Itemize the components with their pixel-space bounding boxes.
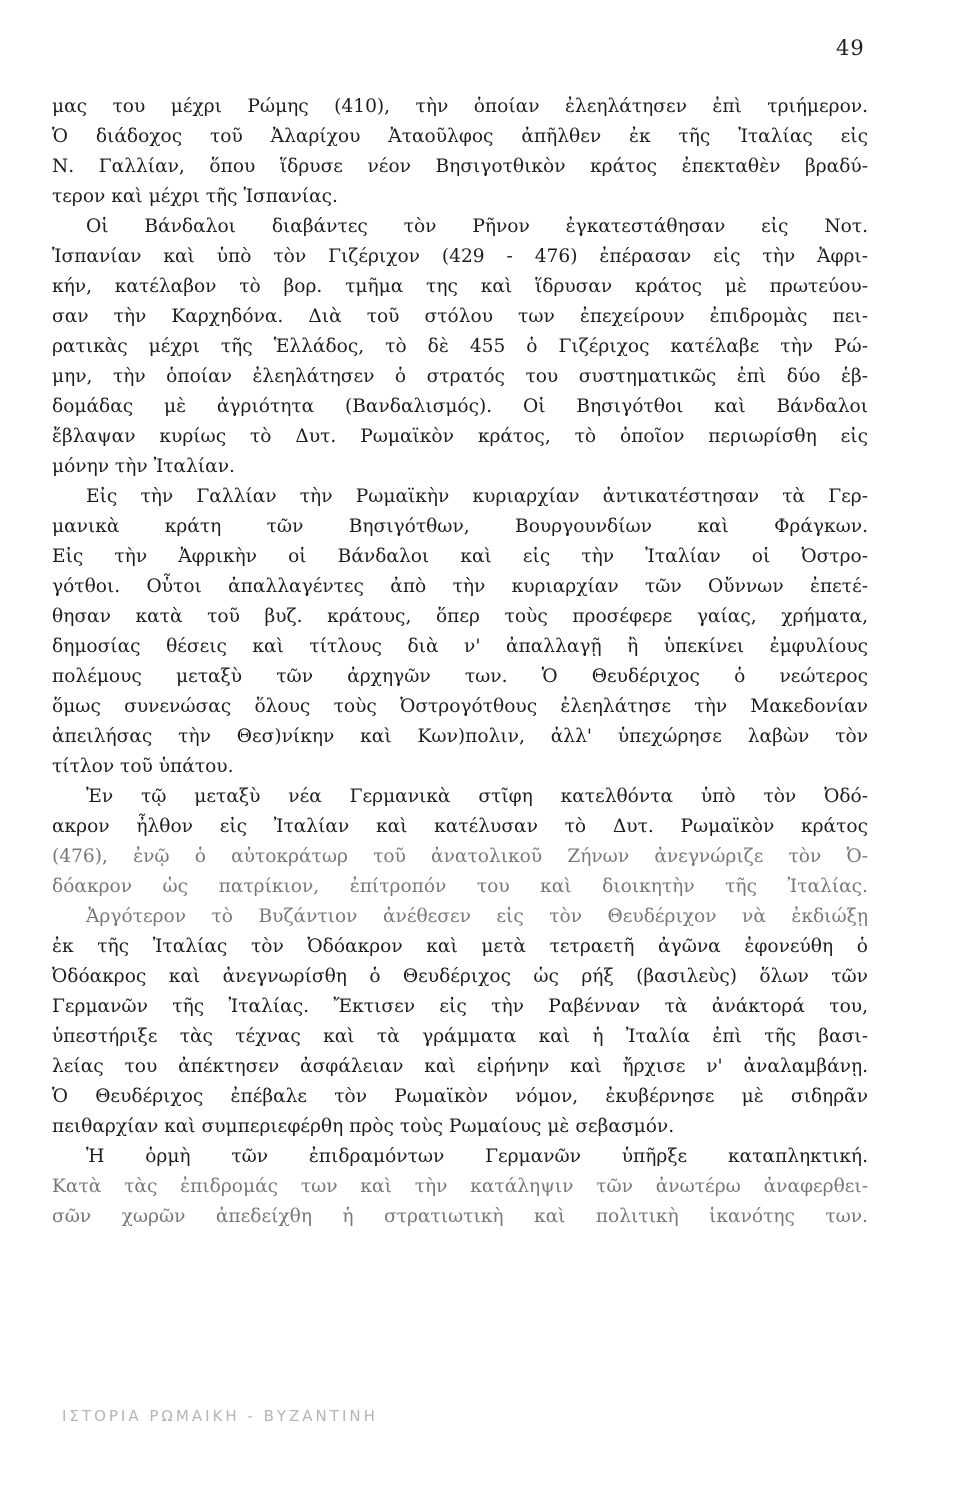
text-line: δημοσίας θέσεις καὶ τίτλους διὰ ν' ἀπαλλαγῇ ἢ ὑπεκίνει ἐμφυλίους bbox=[52, 636, 868, 657]
text-line: Κατὰ τὰς ἐπιδρομάς των καὶ τὴν κατάληψιν τῶν ἀνωτέρω ἀναφερθει- bbox=[52, 1176, 868, 1197]
text-line: θησαν κατὰ τοῦ βυζ. κράτους, ὅπερ τοὺς προσέφερε γαίας, χρήματα, bbox=[52, 606, 868, 627]
text-line: Ἀργότερον τὸ Βυζάντιον ἀνέθεσεν εἰς τὸν Θευδέριχον νὰ ἐκδιώξῃ bbox=[86, 906, 868, 927]
text-line: δόακρον ὡς πατρίκιον, ἐπίτροπόν του καὶ διοικητὴν τῆς Ἰταλίας. bbox=[52, 876, 868, 897]
text-line: Οἱ Βάνδαλοι διαβάντες τὸν Ρῆνον ἐγκατεστάθησαν εἰς Νοτ. bbox=[86, 216, 868, 237]
text-line: Γερμανῶν τῆς Ἰταλίας. Ἔκτισεν εἰς τὴν Ραβένναν τὰ ἀνάκτορά του, bbox=[52, 996, 868, 1017]
text-line: Εἰς τὴν Ἀφρικὴν οἱ Βάνδαλοι καὶ εἰς τὴν Ἰταλίαν οἱ Ὀστρο- bbox=[52, 546, 868, 567]
text-line: κήν, κατέλαβον τὸ βορ. τμῆμα της καὶ ἵδρυσαν κράτος μὲ πρωτεύου- bbox=[52, 276, 868, 297]
text-line: Ὁ Θευδέριχος ἐπέβαλε τὸν Ρωμαϊκὸν νόμον, ἐκυβέρνησε μὲ σιδηρᾶν bbox=[52, 1086, 868, 1107]
text-line: (476), ἐνῷ ὁ αὐτοκράτωρ τοῦ ἀνατολικοῦ Ζήνων ἀνεγνώριζε τὸν Ὀ- bbox=[52, 846, 868, 867]
text-line: τίτλον τοῦ ὑπάτου. bbox=[52, 756, 234, 777]
text-line: Ἱσπανίαν καὶ ὑπὸ τὸν Γιζέριχον (429 - 476) ἐπέρασαν εἰς τὴν Ἀφρι- bbox=[52, 246, 868, 267]
text-line: Ὀδόακρος καὶ ἀνεγνωρίσθη ὁ Θευδέριχος ὡς ρήξ (βασιλεὺς) ὅλων τῶν bbox=[52, 966, 868, 987]
text-line: Ἡ ὁρμὴ τῶν ἐπιδραμόντων Γερμανῶν ὑπῆρξε καταπληκτική. bbox=[86, 1146, 868, 1167]
text-line: πολέμους μεταξὺ τῶν ἀρχηγῶν των. Ὁ Θευδέριχος ὁ νεώτερος bbox=[52, 666, 868, 687]
text-line: μανικὰ κράτη τῶν Βησιγότθων, Βουργουνδίων καὶ Φράγκων. bbox=[52, 516, 868, 537]
page-number: 49 bbox=[836, 36, 865, 60]
text-line: ἀπειλήσας τὴν Θεσ)νίκην καὶ Κων)πολιν, ἀλλ' ὑπεχώρησε λαβὼν τὸν bbox=[52, 726, 868, 747]
text-line: Ἐν τῷ μεταξὺ νέα Γερμανικὰ στῖφη κατελθόντα ὑπὸ τὸν Ὀδό- bbox=[86, 786, 868, 807]
text-line: σῶν χωρῶν ἀπεδείχθη ἡ στρατιωτικὴ καὶ πολιτικὴ ἱκανότης των. bbox=[52, 1206, 868, 1227]
text-line: πειθαρχίαν καὶ συμπεριεφέρθη πρὸς τοὺς Ρωμαίους μὲ σεβασμόν. bbox=[52, 1116, 675, 1137]
body-text bbox=[52, 92, 868, 1232]
text-line: σαν τὴν Καρχηδόνα. Διὰ τοῦ στόλου των ἐπεχείρουν ἐπιδρομὰς πει- bbox=[52, 306, 868, 327]
text-line: ρατικὰς μέχρι τῆς Ἑλλάδος, τὸ δὲ 455 ὁ Γιζέριχος κατέλαβε τὴν Ρώ- bbox=[52, 336, 868, 357]
footer-signature: ΙΣΤΟΡΙΑ ΡΩΜΑΙΚΗ - ΒΥΖΑΝΤΙΝΗ bbox=[62, 1407, 378, 1425]
text-line: ακρον ἦλθον εἰς Ἰταλίαν καὶ κατέλυσαν τὸ Δυτ. Ρωμαϊκὸν κράτος bbox=[52, 816, 868, 837]
text-line: Εἰς τὴν Γαλλίαν τὴν Ρωμαϊκὴν κυριαρχίαν ἀντικατέστησαν τὰ Γερ- bbox=[86, 486, 868, 507]
text-line: μόνην τὴν Ἰταλίαν. bbox=[52, 456, 235, 477]
text-line: τερον καὶ μέχρι τῆς Ἱσπανίας. bbox=[52, 186, 338, 207]
text-line: ὅμως συνενώσας ὅλους τοὺς Ὀστρογότθους ἐλεηλάτησε τὴν Μακεδονίαν bbox=[52, 696, 868, 717]
text-line: ἔβλαψαν κυρίως τὸ Δυτ. Ρωμαϊκὸν κράτος, τὸ ὁποῖον περιωρίσθη εἰς bbox=[52, 426, 868, 447]
text-line: μην, τὴν ὁποίαν ἐλεηλάτησεν ὁ στρατός του συστηματικῶς ἐπὶ δύο ἑβ- bbox=[52, 366, 868, 387]
text-line: ἐκ τῆς Ἰταλίας τὸν Ὀδόακρον καὶ μετὰ τετραετῆ ἀγῶνα ἐφονεύθη ὁ bbox=[52, 936, 868, 957]
text-line: γότθοι. Οὗτοι ἀπαλλαγέντες ἀπὸ τὴν κυριαρχίαν τῶν Οὔννων ἐπετέ- bbox=[52, 576, 868, 597]
text-line: δομάδας μὲ ἀγριότητα (Βανδαλισμός). Οἱ Βησιγότθοι καὶ Βάνδαλοι bbox=[52, 396, 868, 417]
text-line: λείας του ἀπέκτησεν ἀσφάλειαν καὶ εἰρήνην καὶ ἤρχισε ν' ἀναλαμβάνῃ. bbox=[52, 1056, 868, 1077]
text-line: Ν. Γαλλίαν, ὅπου ἵδρυσε νέον Βησιγοτθικὸν κράτος ἐπεκταθὲν βραδύ- bbox=[52, 156, 868, 177]
text-line: ὑπεστήριξε τὰς τέχνας καὶ τὰ γράμματα καὶ ἡ Ἰταλία ἐπὶ τῆς βασι- bbox=[52, 1026, 868, 1047]
text-line: μας του μέχρι Ρώμης (410), τὴν ὁποίαν ἐλεηλάτησεν ἐπὶ τριήμερον. bbox=[52, 96, 868, 117]
text-line: Ὁ διάδοχος τοῦ Ἀλαρίχου Ἀταοῦλφος ἀπῆλθεν ἐκ τῆς Ἰταλίας εἰς bbox=[52, 126, 868, 147]
